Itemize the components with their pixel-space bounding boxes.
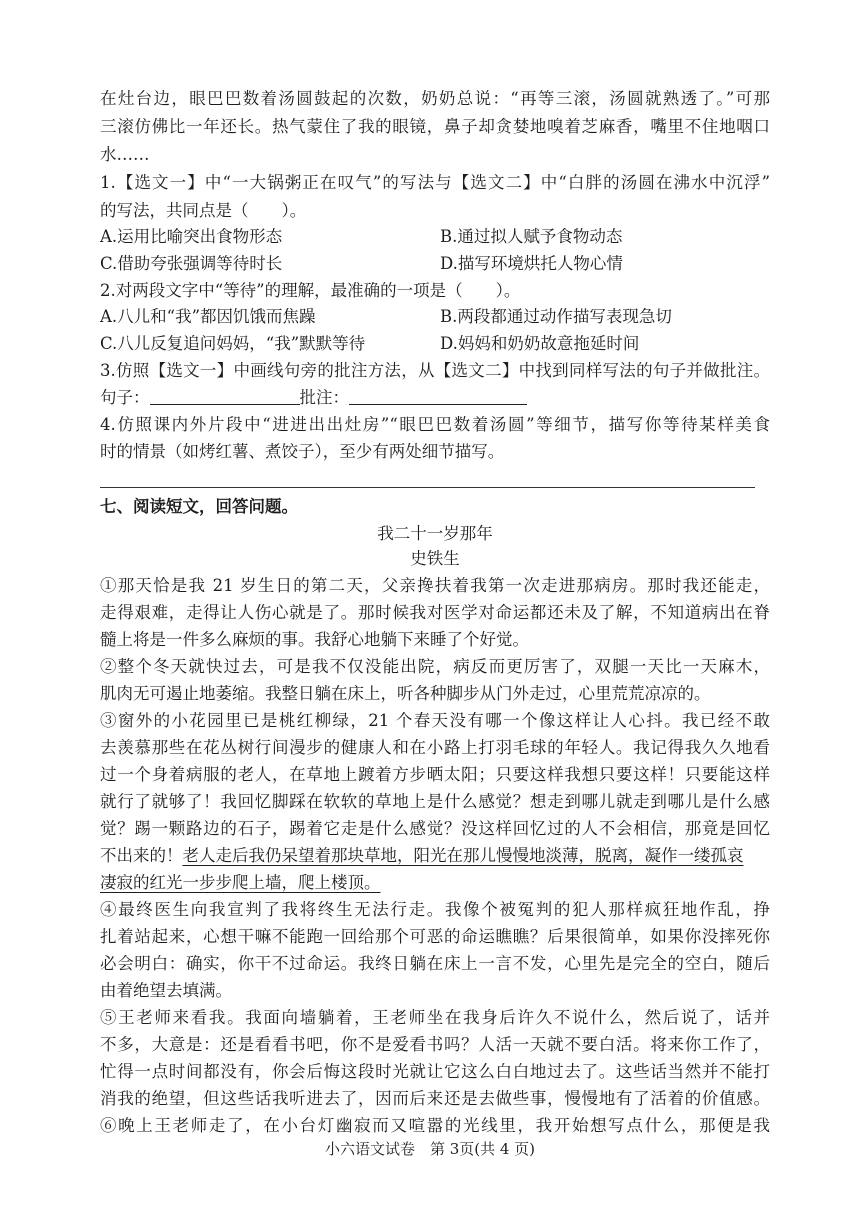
paragraph-line: 肌肉无可遏止地萎缩。我整日躺在床上，听各种脚步从门外走过，心里荒荒凉凉的。 [100,684,711,703]
paragraph-line: 消我的绝望，但这些话我听进去了，因而后来还是去做些事，慢慢地有了活着的价值感。 [100,1089,770,1108]
question-1-stem: 的写法，共同点是（ ）。 [100,201,307,220]
option-b: B.通过拟人赋予食物动态 [440,227,623,246]
text-line: 在灶台边，眼巴巴数着汤圆鼓起的次数，奶奶总说：“再等三滚，汤圆就熟透了。”可那 [100,89,770,108]
option-row [100,251,770,277]
option-c: C.八儿反复追问妈妈，“我”默默等待 [100,334,366,353]
option-a: A.八儿和“我”都因饥饿而焦躁 [100,307,316,326]
question-4-stem: 4.仿照课内外片段中“进进出出灶房”“眼巴巴数着汤圆”等细节，描写你等待某样美食 [100,415,770,434]
underlined-sentence: 凄寂的红光一步步爬上墙，爬上楼顶。 [100,873,381,892]
section-heading: 七、阅读短文，回答问题。 [100,497,298,516]
option-d: D.描写环境烘托人物心情 [440,254,623,273]
note-label: 批注： [299,388,349,407]
page-footer: 小六语文试卷 第 3页(共 4 页) [324,1140,536,1158]
sentence-label: 句子： [100,388,150,407]
paragraph-line: ⑥晚上王老师走了，在小台灯幽寂而又喧嚣的光线里，我开始想写点什么，那便是我 [100,1116,770,1135]
text-line: 三滚仿佛比一年还长。热气蒙住了我的眼镜，鼻子却贪婪地嗅着芝麻香，嘴里不住地咽口 [100,117,770,136]
paragraph-line: 由着绝望去填满。 [100,981,232,1000]
question-3-stem: 3.仿照【选文一】中画线句旁的批注方法，从【选文二】中找到同样写法的句子并做批注。 [100,361,770,380]
option-row [100,331,770,357]
plain-text: 不出来的！ [100,846,183,865]
option-b: B.两段都通过动作描写表现急切 [440,307,672,326]
paragraph-line: 走得艰难，走得让人伤心就是了。那时候我对医学对命运都还未及了解，不知道病出在脊 [100,603,770,622]
article-author: 史铁生 [410,549,460,568]
paragraph-line: ②整个冬天就快过去，可是我不仅没能出院，病反而更厉害了，双腿一天比一天麻木， [100,657,770,676]
sentence-blank[interactable] [150,388,300,405]
paragraph-line: ⑤王老师来看我。我面向墙躺着，王老师坐在我身后许久不说什么，然后说了，话并 [100,1008,770,1027]
answer-rule[interactable] [100,487,755,488]
paragraph-line: 扎着站起来，心想干嘛不能跑一回给那个可恶的命运瞧瞧？后果很简单，如果你没摔死你 [100,927,770,946]
paragraph-line [100,843,770,869]
paragraph-line: ③窗外的小花园里已是桃红柳绿，21 个春天没有哪一个像这样让人心抖。我已经不敢 [100,711,770,730]
question-4-stem: 时的情景（如烤红薯、煮饺子），至少有两处细节描写。 [100,442,505,461]
paragraph-line: ④最终医生向我宣判了我将终生无法行走。我像个被冤判的犯人那样疯狂地作乱，挣 [100,900,770,919]
option-a: A.运用比喻突出食物形态 [100,227,283,246]
text-line: 水…… [100,145,150,164]
option-row [100,224,770,250]
paragraph-line: 必会明白：确实，你干不过命运。我终日躺在床上一言不发，心里先是完全的空白，随后 [100,954,770,973]
paragraph-line: 就行了就够了！我回忆脚踩在软软的草地上是什么感觉？想走到哪儿就走到哪儿是什么感 [100,792,770,811]
answer-line [100,385,770,411]
paragraph-line [100,870,770,896]
paragraph-line: 觉？踢一颗路边的石子，踢着它走是什么感觉？没这样回忆过的人不会相信，那竟是回忆 [100,819,770,838]
underlined-sentence: 老人走后我仍呆望着那块草地，阳光在那儿慢慢地淡薄，脱离，凝作一缕孤哀 [182,846,744,865]
option-c: C.借助夸张强调等待时长 [100,254,283,273]
paragraph-line: 髓上将是一件多么麻烦的事。我舒心地躺下来睡了个好觉。 [100,630,529,649]
question-1-stem: 1.【选文一】中“一大锅粥正在叹气”的写法与【选文二】中“白胖的汤圆在沸水中沉浮” [100,173,770,192]
option-row [100,304,770,330]
paragraph-line: 去羡慕那些在花丛树行间漫步的健康人和在小路上打羽毛球的年轻人。我记得我久久地看 [100,738,770,757]
paragraph-line: 不多，大意是：还是看看书吧，你不是爱看书吗？人活一天就不要白活。将来你工作了， [100,1035,770,1054]
question-2-stem: 2.对两段文字中“等待”的理解，最准确的一项是（ ）。 [100,281,521,300]
article-title: 我二十一岁那年 [377,524,493,543]
option-d: D.妈妈和奶奶故意拖延时间 [440,334,640,353]
paragraph-line: ①那天恰是我 21 岁生日的第二天，父亲搀扶着我第一次走进那病房。那时我还能走， [100,576,770,595]
note-blank[interactable] [349,388,527,405]
paragraph-line: 过一个身着病服的老人，在草地上踱着方步晒太阳；只要这样我想只要这样！只要能这样 [100,765,770,784]
paragraph-line: 忙得一点时间都没有，你会后悔这段时光就让它这么白白地过去了。这些话当然并不能打 [100,1062,770,1081]
